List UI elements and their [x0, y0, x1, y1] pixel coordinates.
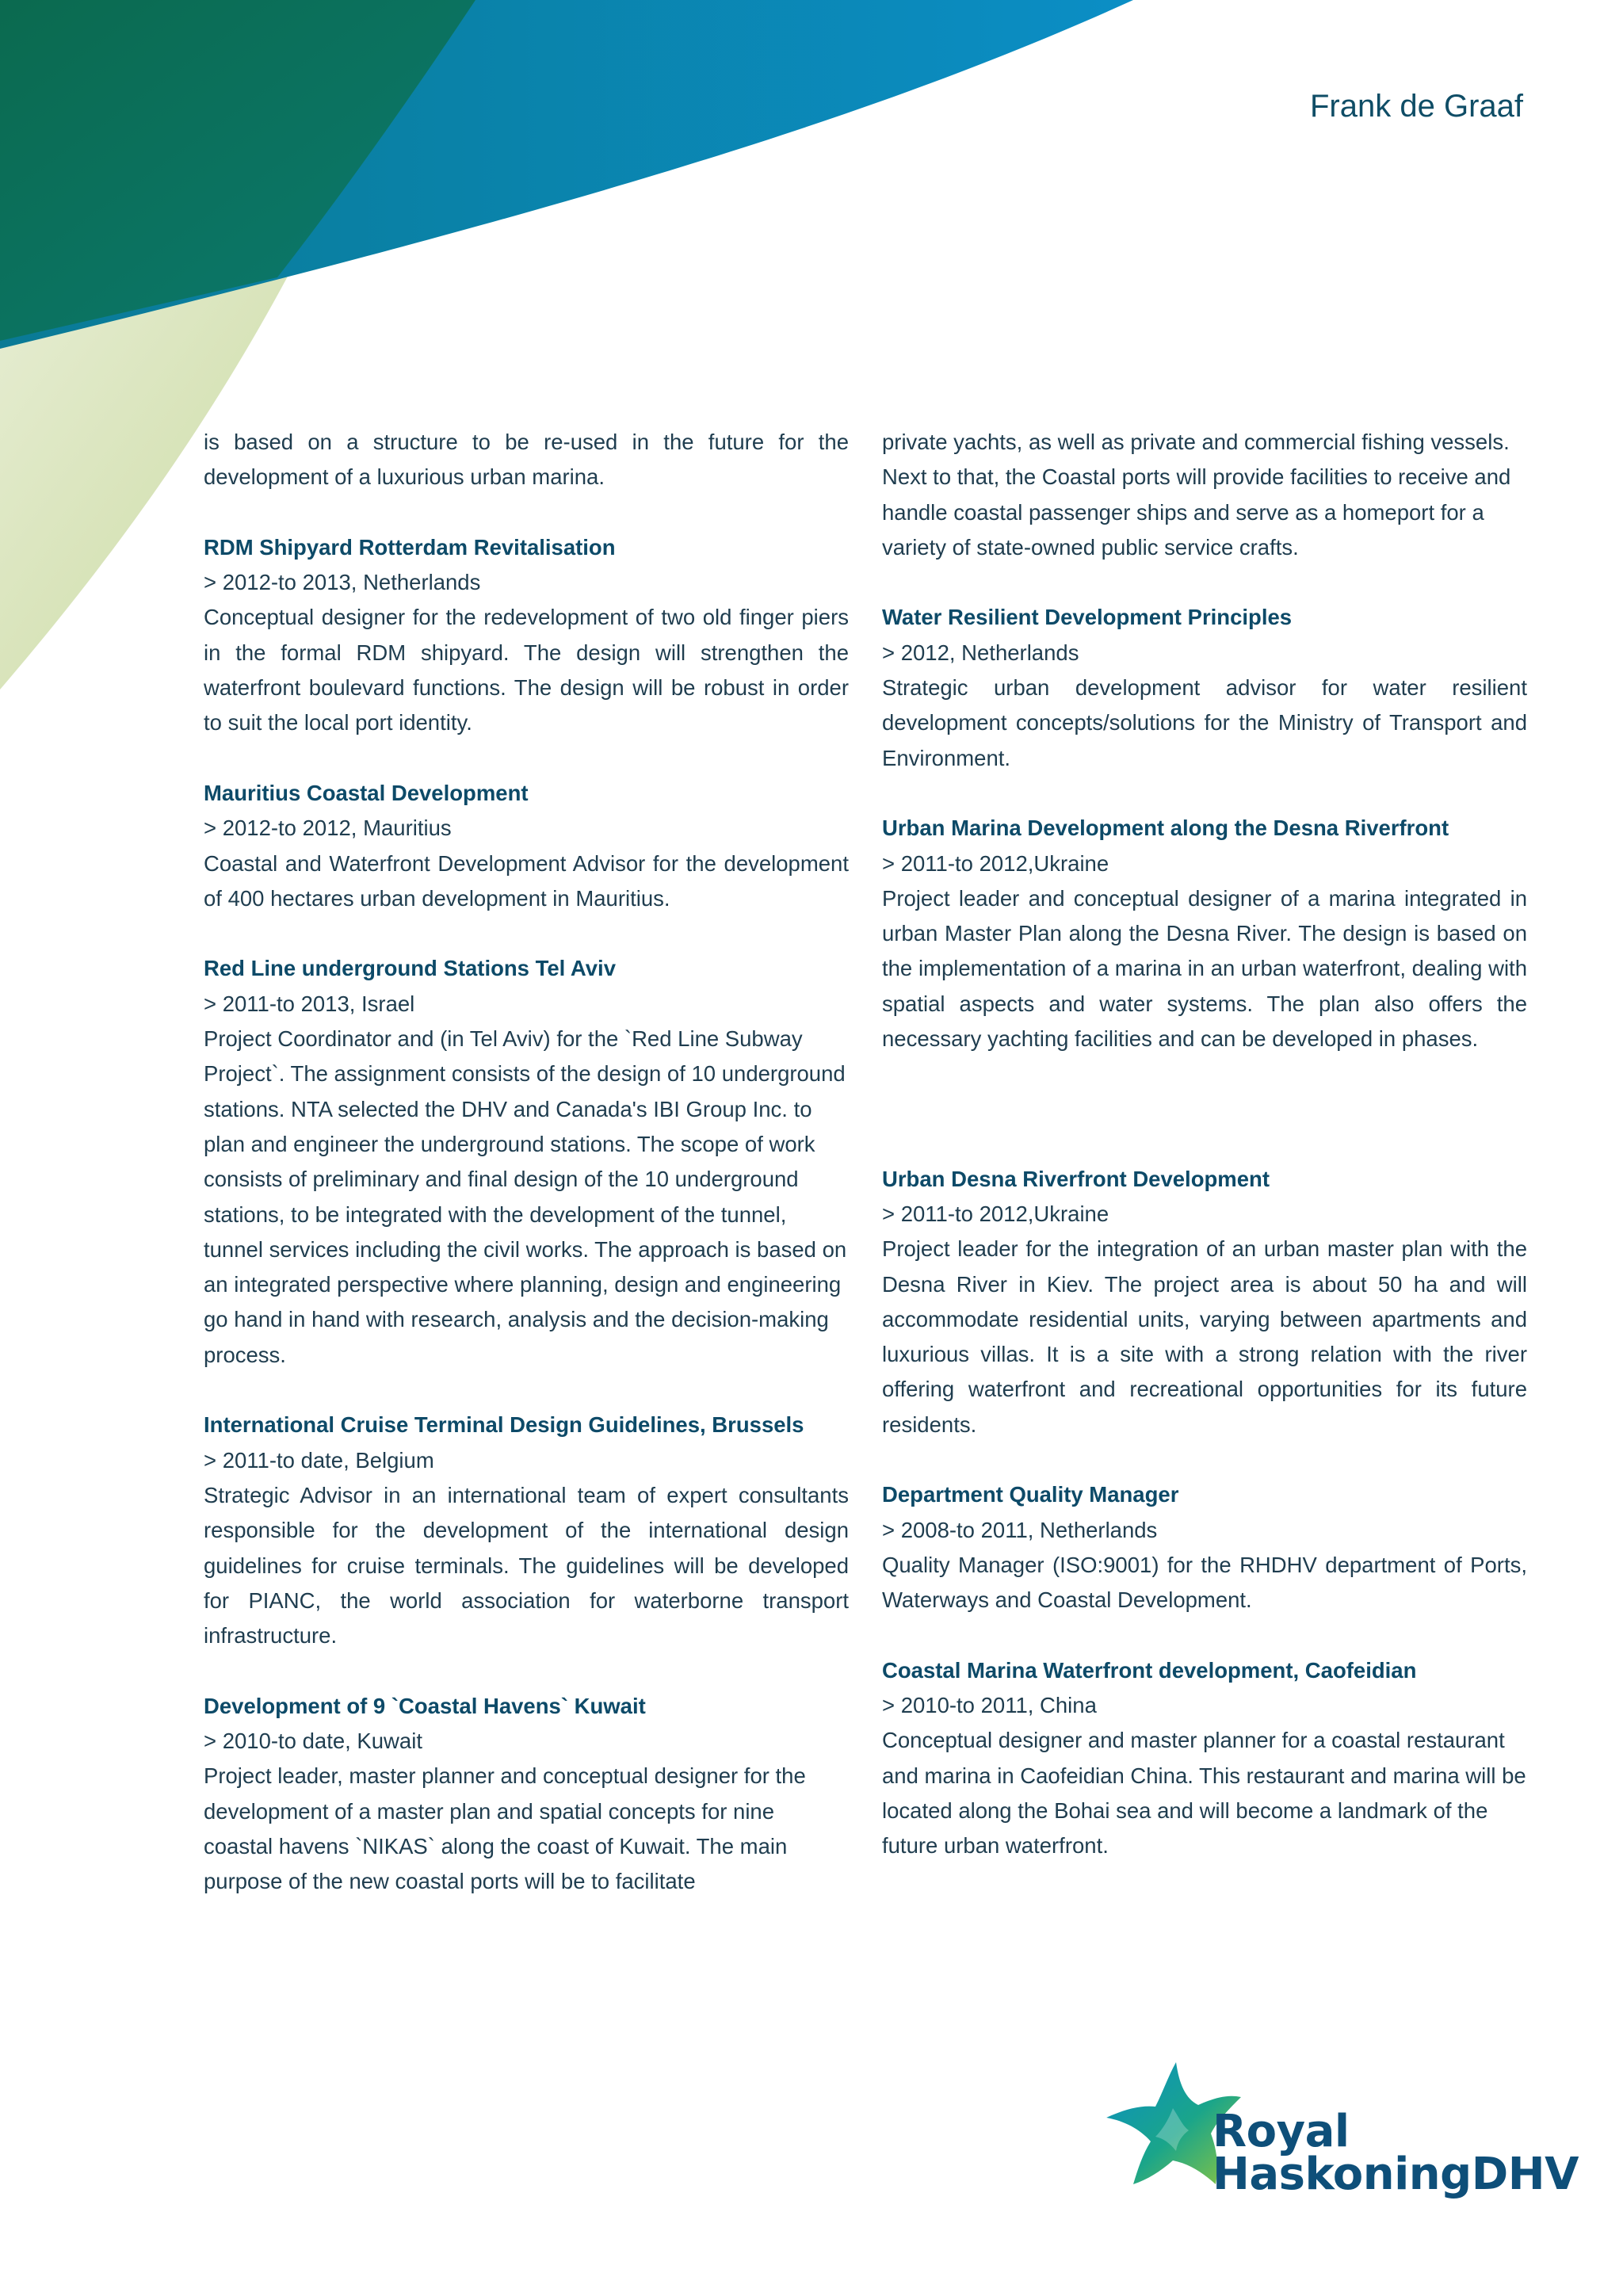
project-entry: [204, 530, 849, 741]
project-description: private yachts, as well as private and commercial fishing vessels. Next to that, the Coastal ports will provide facilities to receive and handle coastal passenger ships and serve as a homeport for a variety of state-owned public service crafts.: [882, 430, 1511, 560]
project-description: Project Coordinator and (in Tel Aviv) for the `Red Line Subway Project`. The assignment consists of the design of 10 underground stations. NTA selected the DHV and Canada's IBI Group Inc. to plan and engineer the underground stations. The scope of work consists of preliminary and final design of the 10 underground stations, to be integrated with the development of the tunnel, tunnel services including the civil works. The approach is based on an integrated perspective where planning, design and engineering go hand in hand with research, analysis and the decision-making process.: [204, 1026, 847, 1367]
project-meta: > 2011-to 2012,Ukraine: [882, 1201, 1109, 1226]
project-description: Project leader and conceptual designer of a marina integrated in urban Master Plan along the Desna River. The design is based on the implementation of a marina in an urban waterfront, dealing with spatial aspects and water systems. The plan also offers the necessary yachting facilities and can be developed in phases.: [882, 885, 1527, 1052]
project-description: Strategic urban development advisor for water resilient development concepts/solutions for the Ministry of Transport and Environment.: [882, 675, 1527, 770]
project-meta: > 2012, Netherlands: [882, 640, 1079, 665]
project-entry: [204, 425, 849, 495]
project-meta: > 2010-to date, Kuwait: [204, 1728, 422, 1753]
project-title: Coastal Marina Waterfront development, Caofeidian: [882, 1657, 1417, 1683]
project-title: Water Resilient Development Principles: [882, 605, 1293, 630]
project-entry: [882, 811, 1527, 1056]
project-meta: > 2012-to 2013, Netherlands: [204, 570, 481, 595]
project-description: is based on a structure to be re-used in the future for the development of a luxurious urban marina.: [204, 430, 849, 490]
project-entry: [204, 776, 849, 916]
project-entry: [204, 1408, 849, 1653]
project-title: RDM Shipyard Rotterdam Revitalisation: [204, 534, 616, 560]
project-description: Quality Manager (ISO:9001) for the RHDHV department of Ports, Waterways and Coastal Development.: [882, 1552, 1527, 1613]
project-entry: [882, 1653, 1527, 1864]
project-description: Conceptual designer and master planner for a coastal restaurant and marina in Caofeidian China. This restaurant and marina will be located along the Bohai sea and will become a landmark of the future urban waterfront.: [882, 1728, 1526, 1859]
project-title: Mauritius Coastal Development: [204, 780, 529, 805]
project-description: Coastal and Waterfront Development Advisor for the development of 400 hectares urban development in Mauritius.: [204, 850, 849, 911]
project-description: Project leader for the integration of an urban master plan with the Desna River in Kiev. The project area is about 50 ha and will accommodate residential units, varying between apartments and luxurious villas. It is a site with a strong relation with the river offering waterfront and recreational opportunities for its future residents.: [882, 1236, 1527, 1437]
company-logo-text: [1212, 2106, 1579, 2200]
project-meta: > 2011-to 2012,Ukraine: [882, 850, 1109, 876]
project-description: Conceptual designer for the redevelopment of two old finger piers in the formal RDM shipyard. The design will strengthen the waterfront boulevard functions. The design will be robust in order to suit the local port identity.: [204, 605, 849, 735]
project-entry: [882, 600, 1527, 775]
project-entry: [204, 1689, 849, 1900]
project-entry: [882, 1477, 1527, 1618]
project-title: International Cruise Terminal Design Guidelines, Brussels: [204, 1412, 804, 1438]
logo-line-2: HaskoningDHV: [1212, 2149, 1579, 2200]
logo-line-1: Royal: [1212, 2106, 1350, 2157]
project-title: Red Line underground Stations Tel Aviv: [204, 956, 616, 981]
left-column: [204, 425, 849, 1935]
project-description: Project leader, master planner and conceptual designer for the development of a master plan and spatial concepts for nine coastal havens `NIKAS` along the coast of Kuwait. The main purpose of the new coastal ports will be to facilitate: [204, 1763, 806, 1894]
project-title: Urban Desna Riverfront Development: [882, 1166, 1270, 1191]
project-description: Strategic Advisor in an international team of expert consultants responsible for the development of the international design guidelines for cruise terminals. The guidelines will be developed for PIANC, the world association for waterborne transport infrastructure.: [204, 1482, 849, 1648]
project-meta: > 2008-to 2011, Netherlands: [882, 1517, 1158, 1542]
project-title: Urban Marina Development along the Desna Riverfront: [882, 816, 1449, 841]
column-spacer: [882, 1092, 1527, 1162]
right-column: [882, 425, 1527, 1899]
project-title: Development of 9 `Coastal Havens` Kuwait: [204, 1693, 646, 1718]
project-meta: > 2011-to 2013, Israel: [204, 991, 415, 1016]
project-meta: > 2012-to 2012, Mauritius: [204, 816, 452, 841]
author-name: Frank de Graaf: [1309, 89, 1523, 124]
project-entry: [204, 951, 849, 1373]
project-meta: > 2011-to date, Belgium: [204, 1447, 434, 1473]
project-meta: > 2010-to 2011, China: [882, 1693, 1097, 1718]
project-entry: [882, 425, 1527, 565]
project-title: Department Quality Manager: [882, 1482, 1179, 1507]
project-entry: [882, 1162, 1527, 1442]
